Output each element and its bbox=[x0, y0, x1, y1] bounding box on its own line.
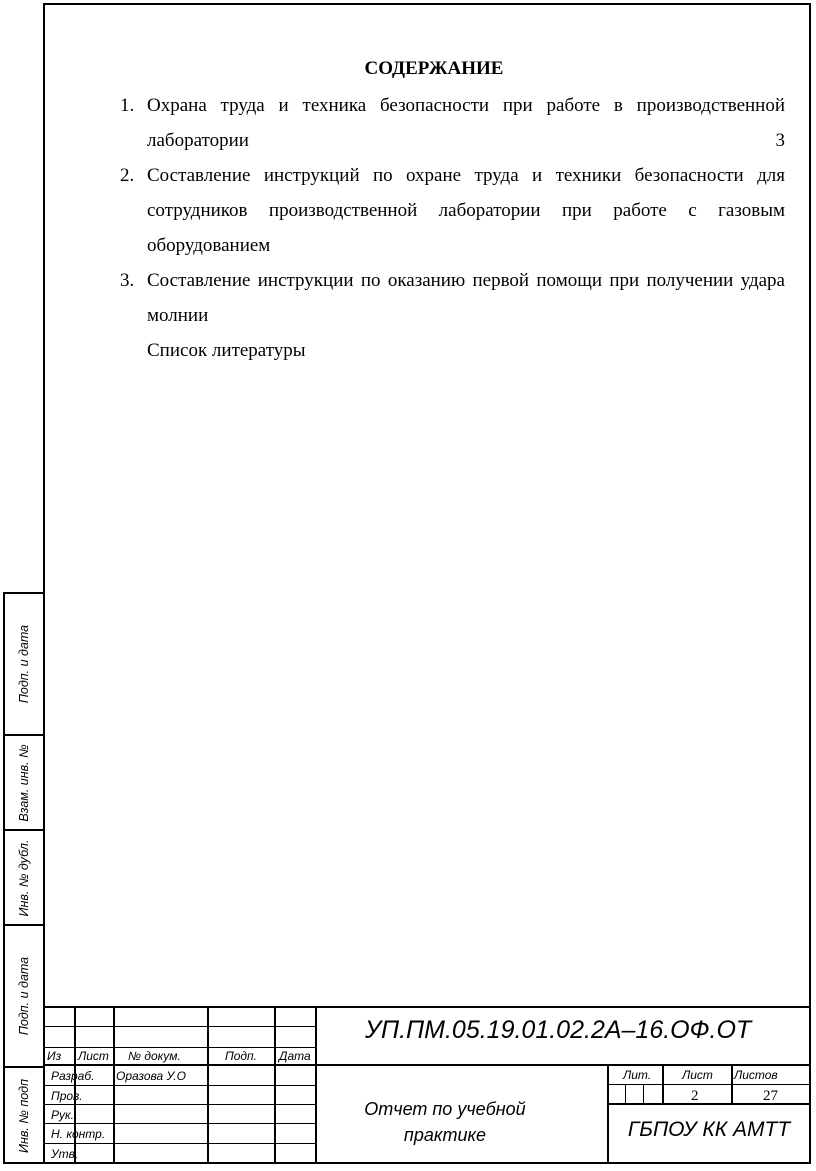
toc-item bbox=[120, 263, 785, 333]
side-label: Подп. и дата bbox=[17, 956, 31, 1036]
toc-item bbox=[120, 158, 785, 263]
role-checker: Пров. bbox=[51, 1089, 83, 1103]
side-cell bbox=[5, 926, 43, 1068]
header-date: Дата bbox=[279, 1049, 311, 1063]
side-label: Подп. и дата bbox=[17, 624, 31, 704]
toc-item-text: Составление инструкций по охране труда и техники безопасности для сотрудников производственной лаборатории при работе с газовым оборудованием bbox=[147, 165, 785, 256]
toc-item-text: Охрана труда и техника безопасности при работе в производственной лаборатории bbox=[147, 95, 785, 151]
sheets-label: Листов bbox=[734, 1068, 778, 1082]
toc-bibliography: Список литературы bbox=[147, 340, 306, 361]
side-cell bbox=[5, 594, 43, 736]
side-cell bbox=[5, 736, 43, 831]
role-approver: Утв. bbox=[51, 1147, 79, 1161]
document-name: Отчет по учебной практике bbox=[364, 1099, 526, 1145]
sheet-value: 2 bbox=[691, 1088, 699, 1104]
table-of-contents bbox=[120, 88, 785, 368]
developer-name: Оразова У.О bbox=[116, 1069, 186, 1083]
toc-item-text: Составление инструкции по оказанию первой помощи при получении удара молнии bbox=[147, 270, 785, 326]
toc-item-number: 3. bbox=[120, 270, 135, 291]
role-head: Рук. bbox=[51, 1108, 75, 1122]
sheet-label: Лист bbox=[682, 1068, 713, 1082]
page-title: СОДЕРЖАНИЕ bbox=[364, 58, 504, 79]
side-label: Взам. инв. № bbox=[17, 743, 31, 822]
header-list: Лист bbox=[78, 1049, 109, 1063]
side-cell bbox=[5, 1068, 43, 1164]
side-stamp bbox=[3, 592, 43, 1164]
header-sign: Подп. bbox=[225, 1049, 257, 1063]
role-developer: Разраб. bbox=[51, 1069, 95, 1083]
toc-item bbox=[120, 88, 785, 158]
side-label: Инв. № подп bbox=[17, 1079, 31, 1153]
organization-name: ГБПОУ КК АМТТ bbox=[627, 1118, 791, 1141]
lit-label: Лит. bbox=[623, 1068, 652, 1082]
sheets-value: 27 bbox=[763, 1088, 778, 1104]
document-code: УП.ПМ.05.19.01.02.2А–16.ОФ.ОТ bbox=[365, 1016, 752, 1044]
header-doc-num: № докум. bbox=[128, 1049, 181, 1063]
toc-item-number: 2. bbox=[120, 165, 135, 186]
side-label: Инв. № дубл. bbox=[17, 839, 31, 916]
header-iz: Из bbox=[47, 1049, 62, 1063]
title-block bbox=[45, 1006, 811, 1164]
role-norm-control: Н. контр. bbox=[51, 1127, 106, 1141]
toc-item-number: 1. bbox=[120, 95, 135, 116]
toc-item-page: 3 bbox=[775, 130, 785, 151]
side-cell bbox=[5, 831, 43, 926]
